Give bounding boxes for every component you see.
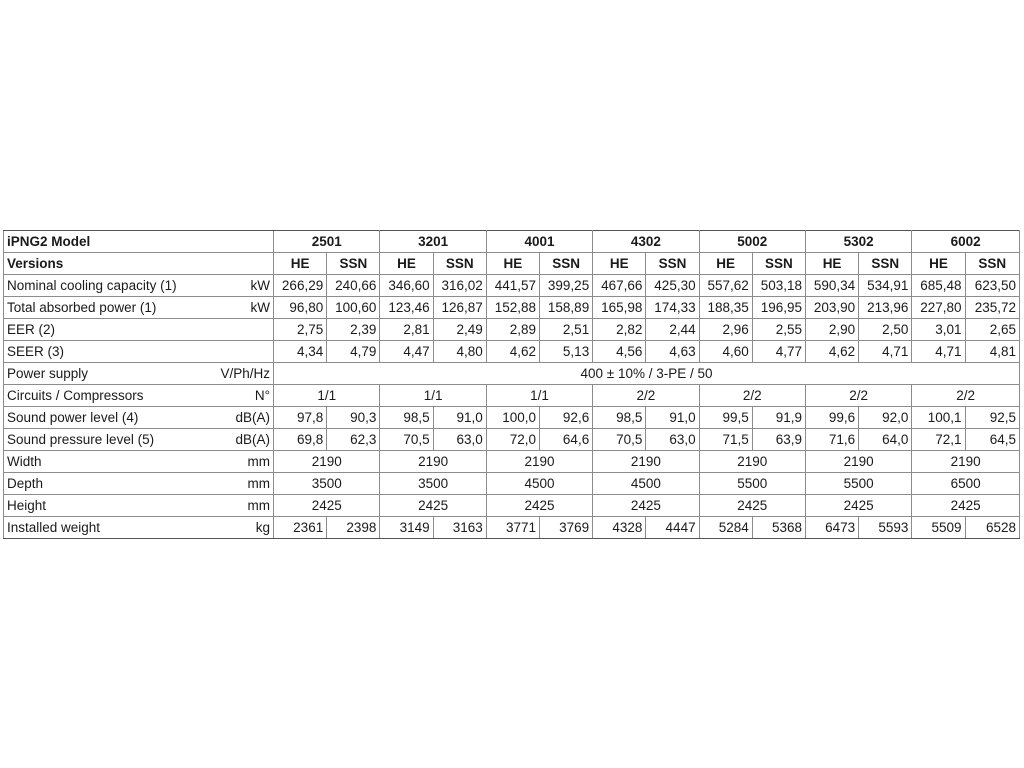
- table-cell: 6473: [805, 517, 858, 539]
- row-unit: mm: [204, 473, 273, 495]
- table-cell: 3769: [540, 517, 593, 539]
- table-cell: 5284: [699, 517, 752, 539]
- table-cell: 4328: [593, 517, 646, 539]
- table-cell: 240,66: [327, 275, 380, 297]
- table-cell: 62,3: [327, 429, 380, 451]
- table-cell: 399,25: [540, 275, 593, 297]
- table-cell: 2190: [593, 451, 699, 473]
- row-unit: dB(A): [204, 407, 273, 429]
- table-cell: 71,5: [699, 429, 752, 451]
- row-label: Power supply: [4, 363, 205, 385]
- table-cell: 92,5: [965, 407, 1019, 429]
- row-unit: N°: [204, 385, 273, 407]
- versions-header-row: [4, 253, 1020, 275]
- table-cell: 98,5: [380, 407, 433, 429]
- table-cell: 4,63: [646, 341, 699, 363]
- table-row: [4, 275, 1020, 297]
- table-row: [4, 363, 1020, 385]
- table-cell: 3771: [486, 517, 539, 539]
- table-cell: 227,80: [912, 297, 965, 319]
- version-header: SSN: [965, 253, 1019, 275]
- table-cell: 158,89: [540, 297, 593, 319]
- version-header: SSN: [646, 253, 699, 275]
- row-unit: kg: [204, 517, 273, 539]
- table-cell: 2,50: [859, 319, 912, 341]
- table-cell: 92,6: [540, 407, 593, 429]
- table-cell: 100,0: [486, 407, 539, 429]
- table-cell: 98,5: [593, 407, 646, 429]
- table-cell: 2425: [805, 495, 911, 517]
- table-cell: 467,66: [593, 275, 646, 297]
- table-cell: 503,18: [752, 275, 805, 297]
- version-header: HE: [486, 253, 539, 275]
- version-header: HE: [912, 253, 965, 275]
- table-cell: 441,57: [486, 275, 539, 297]
- table-cell: 2425: [380, 495, 486, 517]
- table-cell: 3163: [433, 517, 486, 539]
- table-cell: 100,60: [327, 297, 380, 319]
- table-cell: 2398: [327, 517, 380, 539]
- table-cell: 6500: [912, 473, 1020, 495]
- row-label: Sound power level (4): [4, 407, 205, 429]
- model-header-row: [4, 231, 1020, 253]
- table-row: [4, 297, 1020, 319]
- table-cell: 2190: [699, 451, 805, 473]
- model-header: 4302: [593, 231, 699, 253]
- version-header: SSN: [859, 253, 912, 275]
- table-cell: 5500: [699, 473, 805, 495]
- table-cell: 90,3: [327, 407, 380, 429]
- table-cell: 2190: [912, 451, 1020, 473]
- table-cell: 5368: [752, 517, 805, 539]
- table-cell: 70,5: [593, 429, 646, 451]
- version-header: HE: [380, 253, 433, 275]
- table-cell: 4,62: [486, 341, 539, 363]
- table-cell: 2,81: [380, 319, 433, 341]
- table-cell: 72,1: [912, 429, 965, 451]
- table-cell: 2,75: [274, 319, 327, 341]
- table-row: [4, 429, 1020, 451]
- table-cell: 5,13: [540, 341, 593, 363]
- model-header: 6002: [912, 231, 1020, 253]
- table-cell: 4,77: [752, 341, 805, 363]
- table-cell: 2/2: [805, 385, 911, 407]
- table-cell: 2,89: [486, 319, 539, 341]
- table-cell: 557,62: [699, 275, 752, 297]
- row-label: Depth: [4, 473, 205, 495]
- table-cell: 4500: [486, 473, 592, 495]
- table-row: [4, 341, 1020, 363]
- table-cell: 196,95: [752, 297, 805, 319]
- table-cell: 4,71: [859, 341, 912, 363]
- table-cell: 266,29: [274, 275, 327, 297]
- table-cell: 2/2: [699, 385, 805, 407]
- table-cell: 2/2: [912, 385, 1020, 407]
- table-cell: 71,6: [805, 429, 858, 451]
- table-cell: 2425: [699, 495, 805, 517]
- table-cell: 2,96: [699, 319, 752, 341]
- table-cell: 69,8: [274, 429, 327, 451]
- table-cell: 2,55: [752, 319, 805, 341]
- row-label: Circuits / Compressors: [4, 385, 205, 407]
- table-cell: 4,34: [274, 341, 327, 363]
- table-cell: 126,87: [433, 297, 486, 319]
- table-cell: 5500: [805, 473, 911, 495]
- table-cell: 3149: [380, 517, 433, 539]
- table-cell: 152,88: [486, 297, 539, 319]
- spec-table: [3, 230, 1020, 539]
- table-cell: 188,35: [699, 297, 752, 319]
- table-cell: 72,0: [486, 429, 539, 451]
- row-unit: dB(A): [204, 429, 273, 451]
- table-row: [4, 517, 1020, 539]
- row-label: Height: [4, 495, 205, 517]
- table-cell: 4,47: [380, 341, 433, 363]
- version-header: SSN: [540, 253, 593, 275]
- row-unit: [204, 319, 273, 341]
- table-cell: 2190: [805, 451, 911, 473]
- version-header: SSN: [433, 253, 486, 275]
- table-title: iPNG2 Model: [4, 231, 274, 253]
- table-cell: 4,81: [965, 341, 1019, 363]
- model-header: 3201: [380, 231, 486, 253]
- table-cell: 2,82: [593, 319, 646, 341]
- table-cell: 2,90: [805, 319, 858, 341]
- table-cell: 64,0: [859, 429, 912, 451]
- table-cell: 2190: [274, 451, 380, 473]
- row-unit: kW: [204, 297, 273, 319]
- table-row: [4, 385, 1020, 407]
- model-header: 2501: [274, 231, 380, 253]
- table-cell: 2190: [380, 451, 486, 473]
- row-unit: [204, 341, 273, 363]
- table-cell: 316,02: [433, 275, 486, 297]
- table-cell: 213,96: [859, 297, 912, 319]
- table-cell: 70,5: [380, 429, 433, 451]
- table-cell: 64,5: [965, 429, 1019, 451]
- table-cell: 4,56: [593, 341, 646, 363]
- table-cell: 590,34: [805, 275, 858, 297]
- table-cell: 2,51: [540, 319, 593, 341]
- table-cell: 91,0: [646, 407, 699, 429]
- table-cell: 534,91: [859, 275, 912, 297]
- spec-table-body: [4, 275, 1020, 539]
- row-label: Installed weight: [4, 517, 205, 539]
- table-cell: 63,0: [433, 429, 486, 451]
- table-cell: 4,80: [433, 341, 486, 363]
- table-cell: 1/1: [486, 385, 592, 407]
- version-header: HE: [274, 253, 327, 275]
- table-row: [4, 495, 1020, 517]
- table-cell: 91,0: [433, 407, 486, 429]
- table-cell: 2,44: [646, 319, 699, 341]
- table-row: [4, 473, 1020, 495]
- table-cell: 63,9: [752, 429, 805, 451]
- row-label: Sound pressure level (5): [4, 429, 205, 451]
- table-cell: 96,80: [274, 297, 327, 319]
- table-cell: 2,39: [327, 319, 380, 341]
- row-label: EER (2): [4, 319, 205, 341]
- table-row: [4, 319, 1020, 341]
- table-cell: 2/2: [593, 385, 699, 407]
- model-header: 4001: [486, 231, 592, 253]
- version-header: SSN: [752, 253, 805, 275]
- table-cell: 2425: [593, 495, 699, 517]
- table-cell: 97,8: [274, 407, 327, 429]
- version-header: HE: [805, 253, 858, 275]
- table-cell: 63,0: [646, 429, 699, 451]
- row-unit: kW: [204, 275, 273, 297]
- table-cell: 4500: [593, 473, 699, 495]
- row-label: Total absorbed power (1): [4, 297, 205, 319]
- table-cell: 685,48: [912, 275, 965, 297]
- table-cell: 3500: [380, 473, 486, 495]
- table-cell: 92,0: [859, 407, 912, 429]
- table-cell: 2,65: [965, 319, 1019, 341]
- table-cell: 100,1: [912, 407, 965, 429]
- table-cell: 5593: [859, 517, 912, 539]
- table-cell: 623,50: [965, 275, 1019, 297]
- table-cell: 174,33: [646, 297, 699, 319]
- table-cell: 2,49: [433, 319, 486, 341]
- table-cell: 5509: [912, 517, 965, 539]
- table-cell: 2425: [912, 495, 1020, 517]
- table-cell: 99,5: [699, 407, 752, 429]
- table-cell: 4,71: [912, 341, 965, 363]
- table-cell: 4447: [646, 517, 699, 539]
- table-cell: 4,79: [327, 341, 380, 363]
- model-header: 5002: [699, 231, 805, 253]
- row-label: SEER (3): [4, 341, 205, 363]
- table-cell: 235,72: [965, 297, 1019, 319]
- table-cell: 425,30: [646, 275, 699, 297]
- model-header: 5302: [805, 231, 911, 253]
- table-cell: 123,46: [380, 297, 433, 319]
- version-header: HE: [699, 253, 752, 275]
- table-cell: 4,60: [699, 341, 752, 363]
- table-cell: 1/1: [380, 385, 486, 407]
- table-cell: 6528: [965, 517, 1019, 539]
- table-row: [4, 407, 1020, 429]
- table-cell: 346,60: [380, 275, 433, 297]
- table-cell: 400 ± 10% / 3-PE / 50: [274, 363, 1020, 385]
- table-cell: 3,01: [912, 319, 965, 341]
- table-cell: 2190: [486, 451, 592, 473]
- table-cell: 203,90: [805, 297, 858, 319]
- table-cell: 3500: [274, 473, 380, 495]
- row-unit: V/Ph/Hz: [204, 363, 273, 385]
- row-unit: mm: [204, 495, 273, 517]
- table-cell: 165,98: [593, 297, 646, 319]
- table-cell: 91,9: [752, 407, 805, 429]
- table-cell: 4,62: [805, 341, 858, 363]
- table-cell: 2361: [274, 517, 327, 539]
- row-label: Width: [4, 451, 205, 473]
- versions-label: Versions: [4, 253, 274, 275]
- table-cell: 99,6: [805, 407, 858, 429]
- version-header: SSN: [327, 253, 380, 275]
- table-cell: 2425: [486, 495, 592, 517]
- table-cell: 2425: [274, 495, 380, 517]
- table-cell: 64,6: [540, 429, 593, 451]
- row-unit: mm: [204, 451, 273, 473]
- version-header: HE: [593, 253, 646, 275]
- row-label: Nominal cooling capacity (1): [4, 275, 205, 297]
- table-row: [4, 451, 1020, 473]
- table-cell: 1/1: [274, 385, 380, 407]
